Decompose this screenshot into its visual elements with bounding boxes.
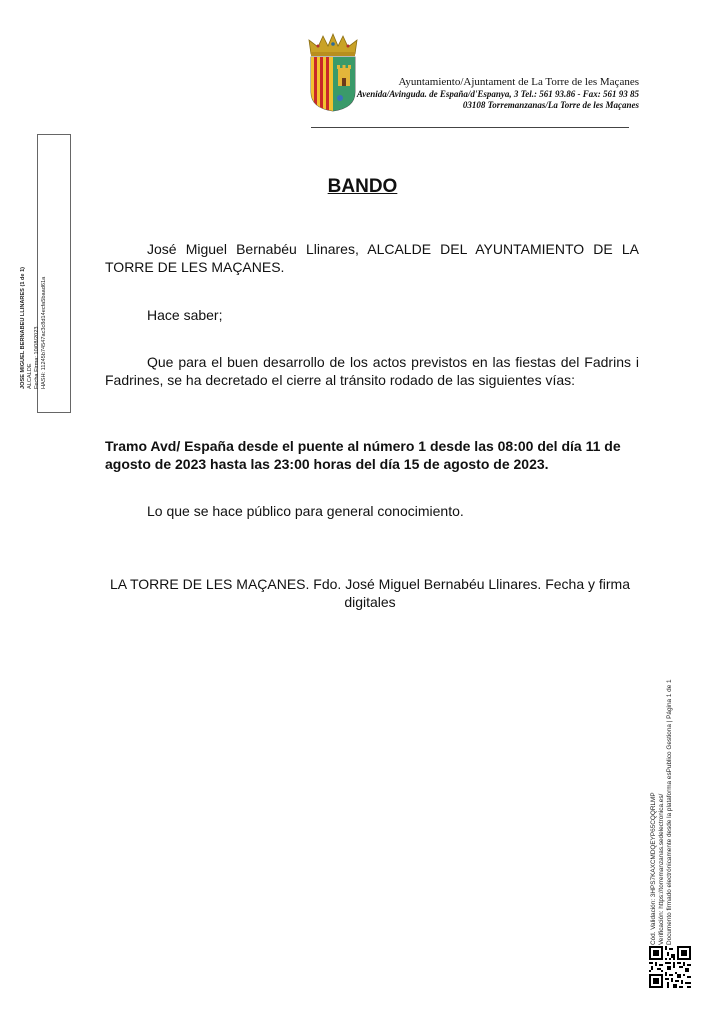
platform-note: Documento firmado electrónicamente desde la plataforma esPublico Gestiona | Página 1 de 1 <box>666 679 673 945</box>
org-address: Avenida/Avinguda. de España/d'Espanya, 3 Tel.: 561 93.86 - Fax: 561 93 85 <box>356 89 639 99</box>
verification-url[interactable]: Verificación: https://torremanzanas.sedelectronica.es/ <box>658 793 665 945</box>
document-title: BANDO <box>327 176 398 197</box>
paragraph-public-notice: Lo que se hace público para general conocimiento. <box>147 503 464 519</box>
paragraph-hace-saber: Hace saber; <box>147 307 223 323</box>
org-name: Ayuntamiento/Ajuntament de La Torre de les Maçanes <box>398 76 639 88</box>
paragraph-mayor: José Miguel Bernabéu Llinares, ALCALDE DEL AYUNTAMIENTO DE LA TORRE DE LES MAÇANES. <box>105 241 639 275</box>
qr-code-icon <box>649 946 691 988</box>
signer-role: ALCALDE <box>27 363 33 389</box>
validation-code: Cód. Validación: 3HPS7KAXCMDQEYP65CQQRLMP <box>650 792 657 945</box>
paragraph-road-closure: Tramo Avd/ España desde el puente al número 1 desde las 08:00 del día 11 de agosto de 2023 hasta las 23:00 horas del día 15 de agosto de 2023. <box>105 438 621 472</box>
org-city: 03108 Torremanzanas/La Torre de les Maçanes <box>462 100 639 110</box>
signature-hash: HASH: 11245b74547ac3c8d14ecfa5baad61a <box>41 276 47 389</box>
signature-date: Fecha Firma: 10/08/2023 <box>34 326 40 389</box>
header-divider <box>311 127 629 128</box>
letterhead <box>357 76 639 111</box>
signer-name: JOSE MIGUEL BERNABEU LLINARES (1 de 1) <box>20 266 26 389</box>
verification-strip <box>650 635 674 945</box>
paragraph-decree: Que para el buen desarrollo de los actos previstos en las fiestas del Fadrins i Fadrines, se ha decretado el cierre al tránsito rodado de las siguientes vías: <box>105 354 639 388</box>
closing-signature-line: LA TORRE DE LES MAÇANES. Fdo. José Miguel Bernabéu Llinares. Fecha y firma digitales <box>109 576 631 610</box>
coat-of-arms-icon <box>306 32 360 112</box>
